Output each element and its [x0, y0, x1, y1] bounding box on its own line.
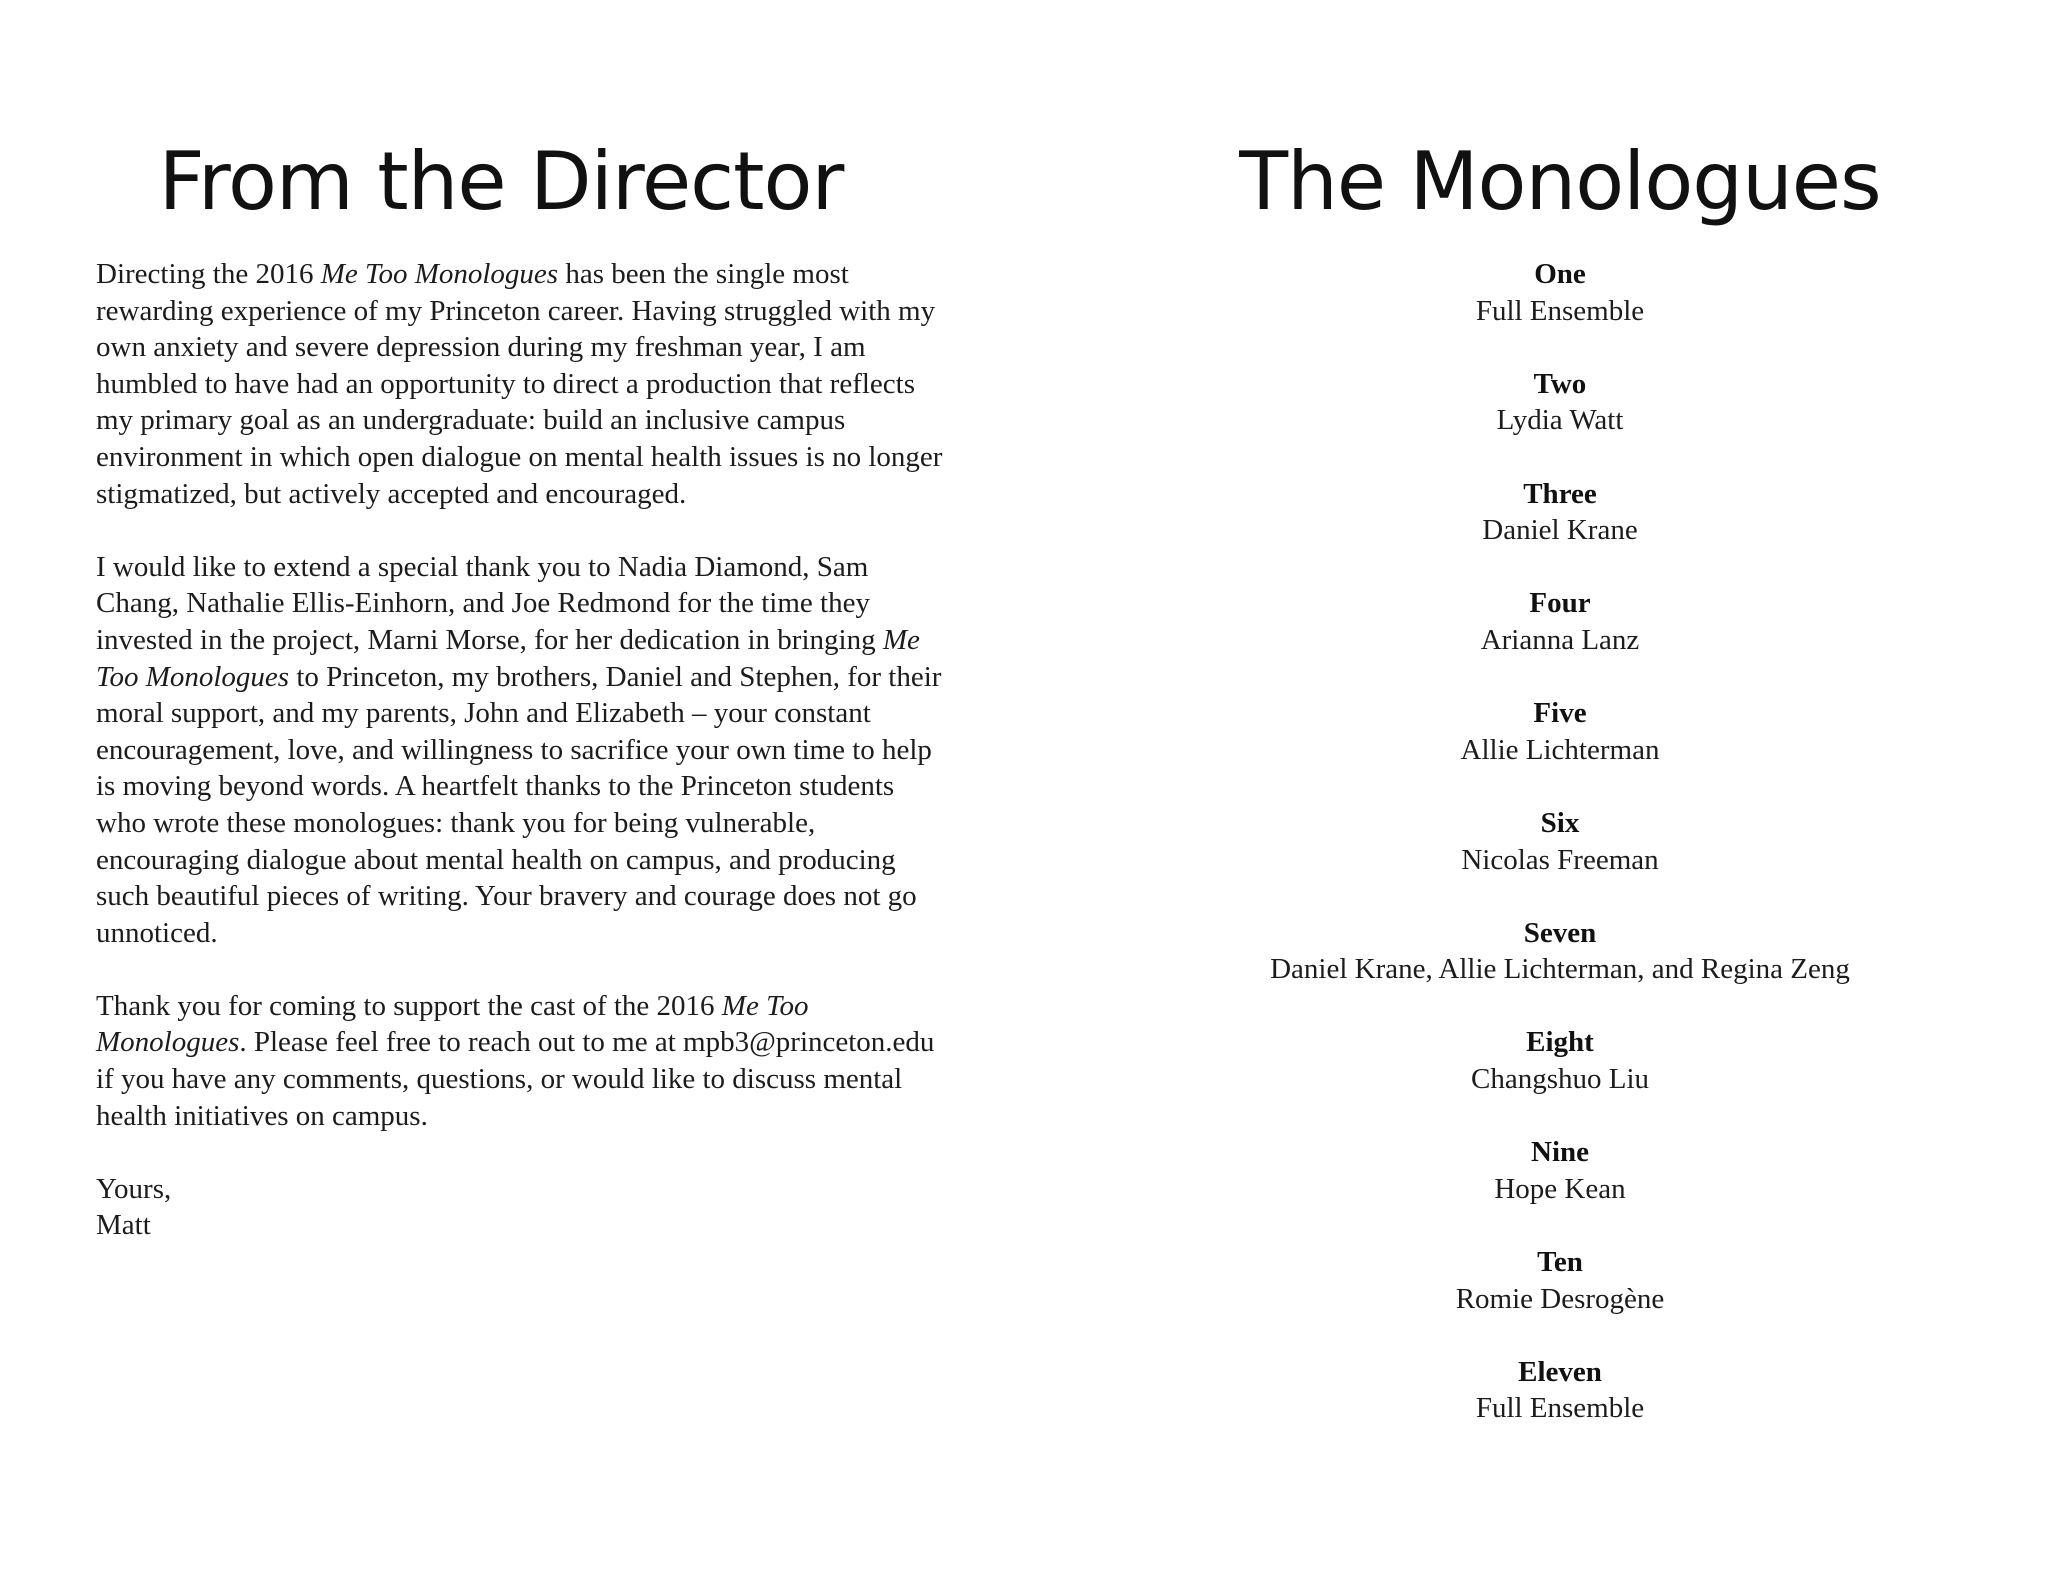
monologue-performer: Romie Desrogène — [1455, 1282, 1665, 1315]
monologue-number: Eleven — [1518, 1355, 1602, 1388]
monologue-item — [1180, 1354, 1940, 1427]
monologue-number: Three — [1523, 477, 1597, 510]
monologues-page — [1180, 0, 1940, 1582]
monologue-performer: Daniel Krane — [1482, 514, 1638, 547]
monologue-performer: Hope Kean — [1494, 1172, 1626, 1205]
letter-closing: Yours, — [96, 1172, 172, 1205]
monologue-performer: Allie Lichterman — [1460, 733, 1660, 766]
letter-paragraph-1 — [96, 256, 946, 512]
monologue-item — [1180, 585, 1940, 658]
monologue-item — [1180, 1244, 1940, 1317]
monologue-list — [1180, 256, 1940, 1464]
monologue-performer: Full Ensemble — [1475, 1392, 1645, 1425]
letter-paragraph-2 — [96, 549, 946, 952]
monologue-item — [1180, 1134, 1940, 1207]
monologue-number: Ten — [1537, 1246, 1583, 1279]
monologue-number: Six — [1540, 806, 1580, 839]
paragraph-1-show-title: Me Too Monologues — [320, 258, 559, 290]
monologue-number: Eight — [1526, 1026, 1594, 1059]
paragraph-1-text-b: has been the single most rewarding experience of my Princeton career. Having struggled with my own anxiety and severe depression during my freshman year, I am humbled to have had an opportunity to direct a production that reflects my primary goal as an undergraduate: build an inclusive campus environment in which open dialogue on mental health issues is no longer stigmatized, but actively accepted and encouraged. — [96, 258, 943, 510]
monologue-number: Five — [1533, 697, 1587, 730]
paragraph-2-show-title: Me Too Monologues — [96, 623, 920, 693]
director-heading: From the Director — [158, 135, 844, 228]
paragraph-3-show-title: Me Too Monologues — [96, 989, 809, 1059]
monologue-item — [1180, 805, 1940, 878]
monologue-number: Nine — [1531, 1136, 1589, 1169]
monologue-performer: Changshuo Liu — [1470, 1063, 1650, 1096]
monologue-performer: Lydia Watt — [1496, 404, 1624, 437]
letter-signature: Matt — [96, 1209, 151, 1242]
monologue-number: Four — [1529, 587, 1591, 620]
director-page — [96, 0, 946, 1582]
monologue-performer: Daniel Krane, Allie Lichterman, and Regina Zeng — [1270, 953, 1850, 986]
monologue-item — [1180, 366, 1940, 439]
director-letter — [96, 256, 946, 1244]
monologue-item — [1180, 476, 1940, 549]
letter-paragraph-3 — [96, 988, 946, 1134]
paragraph-2-text-a: I would like to extend a special thank you to Nadia Diamond, Sam Chang, Nathalie Ellis-Einhorn, and Joe Redmond for the time they invested in the project, Marni Morse, for her dedication in bringing — [96, 550, 883, 656]
monologue-item — [1180, 915, 1940, 988]
monologue-number: Seven — [1523, 916, 1597, 949]
paragraph-3-text-b: . Please feel free to reach out to me at mpb3@princeton.edu if you have any comments, questions, or would like to discuss mental health initiatives on campus. — [96, 1026, 935, 1132]
monologue-item — [1180, 695, 1940, 768]
monologue-performer: Full Ensemble — [1475, 294, 1645, 327]
monologue-performer: Arianna Lanz — [1480, 623, 1640, 656]
monologue-item — [1180, 256, 1940, 329]
monologues-heading: The Monologues — [1239, 135, 1881, 228]
paragraph-3-text-a: Thank you for coming to support the cast of the 2016 — [96, 989, 722, 1022]
paragraph-1-text-a: Directing the 2016 — [96, 258, 321, 290]
paragraph-2-text-b: to Princeton, my brothers, Daniel and Stephen, for their moral support, and my parents, John and Elizabeth – your constant encouragement, love, and willingness to sacrifice your own time to help is moving beyond words. A heartfelt thanks to the Princeton students who wrote these monologues: thank you for being vulnerable, encouraging dialogue about mental health on campus, and producing such beautiful pieces of writing. Your bravery and courage does not go unnoticed. — [96, 660, 942, 949]
monologue-number: One — [1534, 258, 1586, 290]
monologue-item — [1180, 1024, 1940, 1097]
monologue-number: Two — [1533, 367, 1587, 400]
monologue-performer: Nicolas Freeman — [1461, 843, 1659, 876]
